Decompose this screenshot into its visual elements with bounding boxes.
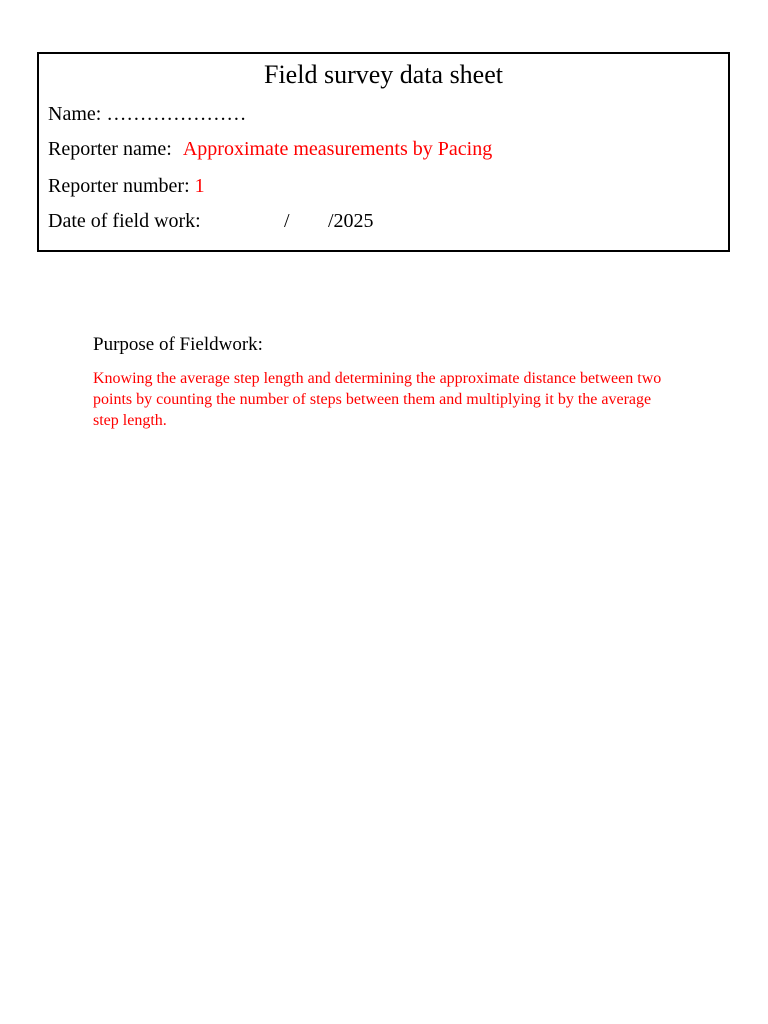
name-label: Name: [48, 103, 102, 125]
name-value[interactable]: ………………… [106, 103, 247, 125]
reporter-number-label: Reporter number: [48, 175, 190, 197]
purpose-text: Knowing the average step length and determining the approximate distance between two points by counting the number of steps between them and multiplying it by the average step length. [93, 370, 662, 429]
reporter-name-value[interactable]: Approximate measurements by Pacing [182, 138, 493, 160]
reporter-name-row [48, 137, 492, 161]
purpose-label: Purpose of Fieldwork: [93, 334, 263, 355]
date-day-month-separator[interactable]: / [284, 210, 290, 232]
date-label: Date of field work: [48, 210, 201, 232]
name-row [48, 102, 246, 126]
date-year[interactable]: /2025 [328, 210, 374, 232]
reporter-number-row [48, 174, 205, 198]
reporter-name-label: Reporter name: [48, 138, 172, 160]
header-box [37, 52, 730, 252]
sheet-title: Field survey data sheet [264, 60, 503, 89]
date-row [48, 209, 374, 233]
reporter-number-value[interactable]: 1 [194, 175, 205, 197]
